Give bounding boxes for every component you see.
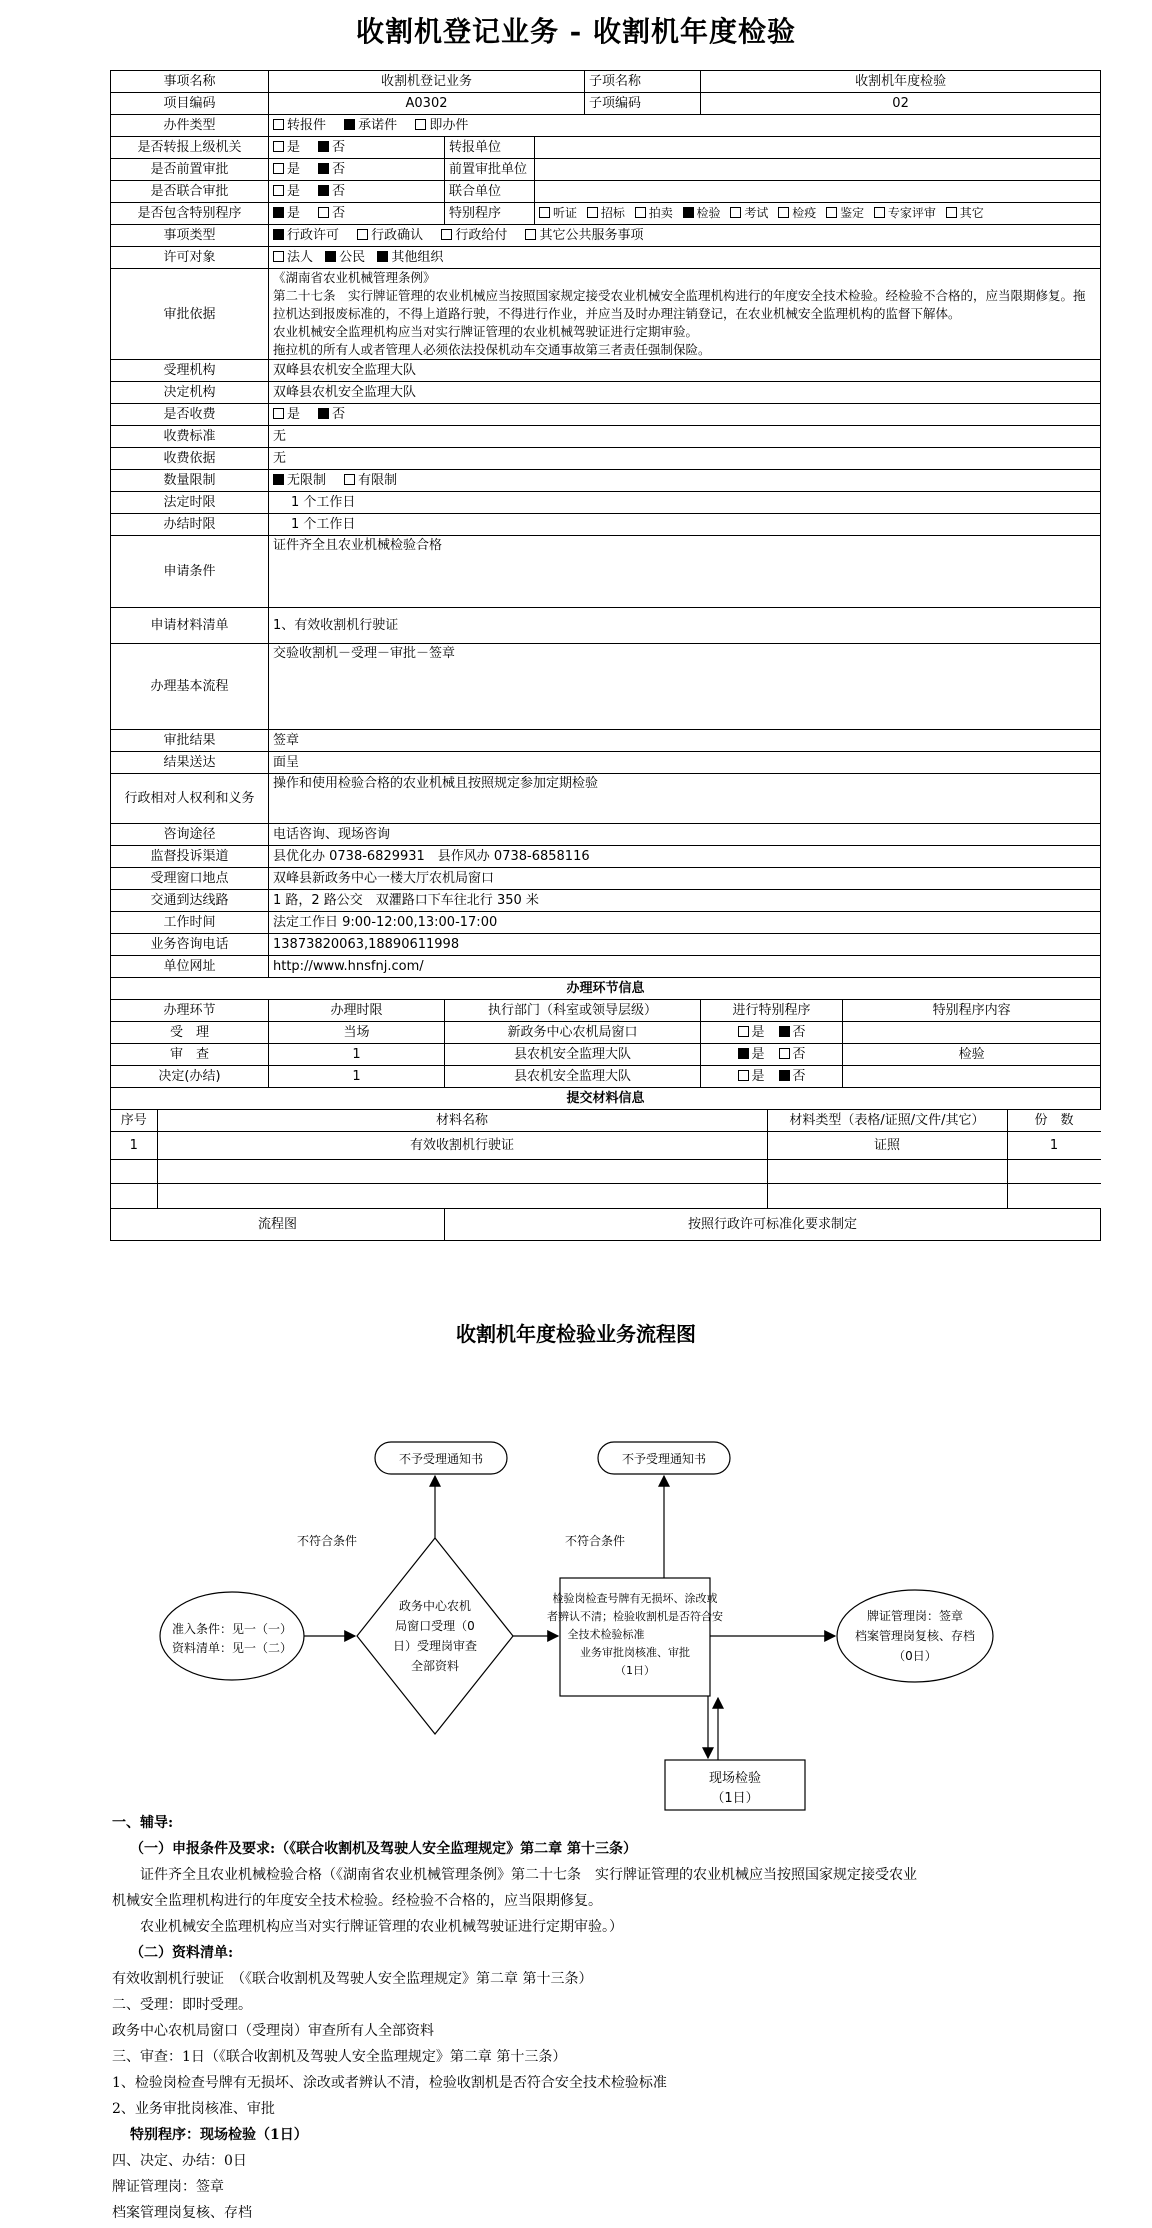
accept-diamond bbox=[357, 1538, 513, 1734]
checkbox-icon bbox=[273, 163, 284, 174]
flowchart bbox=[0, 1380, 1152, 1820]
consult-label: 咨询途径 bbox=[111, 824, 269, 846]
decide-org-label: 决定机构 bbox=[111, 382, 269, 404]
legal-limit-label: 法定时限 bbox=[111, 492, 269, 514]
note-line: 1、检验岗检查号牌有无损坏、涂改或者辨认不清，检验收割机是否符合安全技术检验标准 bbox=[112, 2075, 667, 2091]
checkbox-icon bbox=[415, 119, 426, 130]
svg-text:者辨认不清；检验收割机是否符合安: 者辨认不清；检验收割机是否符合安 bbox=[547, 1610, 723, 1623]
type-options: 转报件 承诺件 即办件 bbox=[269, 115, 1101, 137]
stage-special-header: 进行特别程序 bbox=[701, 1000, 843, 1022]
checkbox-icon bbox=[874, 207, 885, 218]
note-line: （一）申报条件及要求:（《联合收割机及驾驶人安全监理规定》第二章 第十三条） bbox=[130, 1841, 638, 1857]
basis-text: 《湖南省农业机械管理条例》 第二十七条 实行牌证管理的农业机械应当按照国家规定接受农业机械安全监理机构进行的年度安全技术检验。经检验不合格的，应当限期修复。拖拉机达到报废标准的，不得上道路行驶，不得进行作业，并应当及时办理注销登记，在农业机械安全监理机构的监督下解体。 农业机械安全监理机构应当对实行牌证管理的农业机械驾驶证进行定期审验。 拖拉机的所有人或者管理人必须依法投保机动车交通事故第三者责任强制保险。 bbox=[269, 269, 1101, 360]
standard-note: 按照行政许可标准化要求制定 bbox=[445, 1208, 1101, 1240]
complaint-label: 监督投诉渠道 bbox=[111, 846, 269, 868]
complaint-value: 县优化办 0738-6829931 县作风办 0738-6858116 bbox=[269, 846, 1101, 868]
hours-label: 工作时间 bbox=[111, 912, 269, 934]
service-info-table bbox=[110, 70, 1101, 1241]
sub-code-label: 子项编码 bbox=[585, 93, 701, 115]
checkbox-icon bbox=[738, 1070, 749, 1081]
svg-text:局窗口受理（0: 局窗口受理（0 bbox=[395, 1619, 475, 1633]
qty-label: 数量限制 bbox=[111, 470, 269, 492]
joint-unit-value bbox=[535, 181, 1101, 203]
target-label: 许可对象 bbox=[111, 247, 269, 269]
item-name-value: 收割机登记业务 bbox=[269, 71, 585, 93]
result-label: 审批结果 bbox=[111, 730, 269, 752]
code-value: A0302 bbox=[269, 93, 585, 115]
delivery-value: 面呈 bbox=[269, 752, 1101, 774]
cond-value: 证件齐全且农业机械检验合格 bbox=[269, 536, 1101, 608]
page-title: 收割机登记业务 - 收割机年度检验 bbox=[355, 15, 797, 48]
note-line: 2、业务审批岗核准、审批 bbox=[112, 2101, 275, 2117]
svg-text:检验岗检查号牌有无损坏、涂改或: 检验岗检查号牌有无损坏、涂改或 bbox=[552, 1592, 718, 1605]
checkbox-icon bbox=[730, 207, 741, 218]
basis-label: 审批依据 bbox=[111, 269, 269, 360]
checkbox-checked-icon bbox=[344, 119, 355, 130]
checkbox-icon bbox=[539, 207, 550, 218]
route-label: 交通到达线路 bbox=[111, 890, 269, 912]
note-line: 政务中心农机局窗口（受理岗）审查所有人全部资料 bbox=[112, 2023, 434, 2039]
svg-text:现场检验: 现场检验 bbox=[708, 1771, 762, 1786]
checkbox-icon bbox=[273, 408, 284, 419]
checkbox-icon bbox=[738, 1026, 749, 1037]
transfer-options: 是 否 bbox=[269, 137, 445, 159]
table-row bbox=[111, 1184, 1101, 1208]
checkbox-icon bbox=[779, 1048, 790, 1059]
checkbox-checked-icon bbox=[273, 474, 284, 485]
checkbox-checked-icon bbox=[779, 1070, 790, 1081]
table-row: 受 理 当场 新政务中心农机局窗口 是 否 bbox=[111, 1022, 1101, 1044]
flowchart-label: 流程图 bbox=[111, 1208, 445, 1240]
svg-text:（0日）: （0日） bbox=[893, 1649, 937, 1663]
stage-content-header: 特别程序内容 bbox=[843, 1000, 1101, 1022]
checkbox-icon bbox=[946, 207, 957, 218]
entry-line-1: 准入条件：见一（一） bbox=[171, 1622, 293, 1636]
svg-text:档案管理岗复核、存档: 档案管理岗复核、存档 bbox=[854, 1629, 976, 1643]
route-value: 1 路，2 路公交 双灈路口下车往北行 350 米 bbox=[269, 890, 1101, 912]
mat-type-header: 材料类型（表格/证照/文件/其它） bbox=[767, 1110, 1007, 1132]
special-label: 是否包含特别程序 bbox=[111, 203, 269, 225]
fee-std-value: 无 bbox=[269, 426, 1101, 448]
promise-limit-value: 1 个工作日 bbox=[269, 514, 1101, 536]
sub-code-value: 02 bbox=[701, 93, 1101, 115]
note-line: 牌证管理岗：签章 bbox=[112, 2179, 224, 2195]
checkbox-icon bbox=[635, 207, 646, 218]
checkbox-checked-icon bbox=[273, 229, 284, 240]
checkbox-checked-icon bbox=[318, 141, 329, 152]
window-label: 受理窗口地点 bbox=[111, 868, 269, 890]
note-line: 二、受理：即时受理。 bbox=[112, 1997, 252, 2013]
mat-count-header: 份 数 bbox=[1007, 1110, 1101, 1132]
qty-options: 无限制 有限制 bbox=[269, 470, 1101, 492]
checkbox-checked-icon bbox=[683, 207, 694, 218]
fee-options: 是 否 bbox=[269, 404, 1101, 426]
special-proc-label: 特别程序 bbox=[445, 203, 535, 225]
sub-name-label: 子项名称 bbox=[585, 71, 701, 93]
table-row: 决定(办结) 1 县农机安全监理大队 是 否 bbox=[111, 1066, 1101, 1088]
stage-dept-header: 执行部门（科室或领导层级） bbox=[445, 1000, 701, 1022]
materials-label: 申请材料清单 bbox=[111, 608, 269, 644]
table-row bbox=[111, 1160, 1101, 1184]
checkbox-icon bbox=[273, 185, 284, 196]
checkbox-icon bbox=[273, 141, 284, 152]
stage-header: 办理环节 bbox=[111, 1000, 269, 1022]
svg-text:牌证管理岗：签章: 牌证管理岗：签章 bbox=[866, 1609, 964, 1623]
checkbox-icon bbox=[778, 207, 789, 218]
note-line: 有效收割机行驶证 （《联合收割机及驾驶人安全监理规定》第二章 第十三条） bbox=[112, 1971, 593, 1987]
checkbox-icon bbox=[826, 207, 837, 218]
hours-value: 法定工作日 9:00-12:00,13:00-17:00 bbox=[269, 912, 1101, 934]
note-line: 证件齐全且农业机械检验合格（《湖南省农业机械管理条例》第二十七条 实行牌证管理的农业机械应当按照国家规定接受农业 bbox=[140, 1867, 917, 1883]
fee-label: 是否收费 bbox=[111, 404, 269, 426]
mat-no-header: 序号 bbox=[111, 1110, 157, 1132]
matter-type-label: 事项类型 bbox=[111, 225, 269, 247]
fee-basis-value: 无 bbox=[269, 448, 1101, 470]
note-line: 四、决定、办结：0日 bbox=[112, 2153, 247, 2169]
delivery-label: 结果送达 bbox=[111, 752, 269, 774]
svg-text:（1日）: （1日） bbox=[711, 1791, 759, 1806]
special-options: 是 否 bbox=[269, 203, 445, 225]
checkbox-checked-icon bbox=[318, 185, 329, 196]
note-line: 三、审查：1日（《联合收割机及驾驶人安全监理规定》第二章 第十三条） bbox=[112, 2049, 567, 2065]
joint-approval-label: 是否联合审批 bbox=[111, 181, 269, 203]
pre-approval-label: 是否前置审批 bbox=[111, 159, 269, 181]
fail-label-2: 不符合条件 bbox=[564, 1534, 626, 1548]
target-options: 法人 公民 其他组织 bbox=[269, 247, 1101, 269]
pre-approval-options: 是 否 bbox=[269, 159, 445, 181]
joint-unit-label: 联合单位 bbox=[445, 181, 535, 203]
special-proc-options: 听证 招标 拍卖 检验 考试 检疫 鉴定 专家评审 其它 bbox=[535, 203, 1101, 225]
checkbox-icon bbox=[273, 251, 284, 262]
decide-org-value: 双峰县农机安全监理大队 bbox=[269, 382, 1101, 404]
reject-notice-1-text: 不予受理通知书 bbox=[398, 1452, 484, 1466]
checkbox-icon bbox=[273, 119, 284, 130]
table-row: 1 有效收割机行驶证 证照 1 bbox=[111, 1132, 1101, 1160]
checkbox-icon bbox=[318, 207, 329, 218]
site-label: 单位网址 bbox=[111, 956, 269, 978]
checkbox-checked-icon bbox=[318, 408, 329, 419]
fail-label-1: 不符合条件 bbox=[296, 1534, 358, 1548]
checkbox-checked-icon bbox=[738, 1048, 749, 1059]
checkbox-icon bbox=[587, 207, 598, 218]
pre-approval-unit-value bbox=[535, 159, 1101, 181]
entry-line-2: 资料清单：见一（二） bbox=[171, 1641, 293, 1655]
transfer-label: 是否转报上级机关 bbox=[111, 137, 269, 159]
svg-text:业务审批岗核准、审批: 业务审批岗核准、审批 bbox=[580, 1646, 690, 1659]
svg-text:日）受理岗审查: 日）受理岗审查 bbox=[392, 1639, 478, 1653]
process-value: 交验收割机－受理－审批－签章 bbox=[269, 644, 1101, 730]
code-label: 项目编码 bbox=[111, 93, 269, 115]
note-line: 农业机械安全监理机构应当对实行牌证管理的农业机械驾驶证进行定期审验。） bbox=[140, 1919, 623, 1935]
type-label: 办件类型 bbox=[111, 115, 269, 137]
flowchart-title: 收割机年度检验业务流程图 bbox=[456, 1322, 696, 1346]
site-link[interactable]: http://www.hnsfnj.com/ bbox=[269, 956, 1101, 978]
window-value: 双峰县新政务中心一楼大厅农机局窗口 bbox=[269, 868, 1101, 890]
accept-org-value: 双峰县农机安全监理大队 bbox=[269, 360, 1101, 382]
materials-section-title: 提交材料信息 bbox=[111, 1088, 1101, 1110]
svg-text:全部资料: 全部资料 bbox=[410, 1659, 460, 1673]
note-line: 特别程序：现场检验（1日） bbox=[130, 2127, 308, 2143]
note-line: 档案管理岗复核、存档 bbox=[112, 2205, 252, 2221]
item-name-label: 事项名称 bbox=[111, 71, 269, 93]
phone-label: 业务咨询电话 bbox=[111, 934, 269, 956]
transfer-unit-label: 转报单位 bbox=[445, 137, 535, 159]
process-label: 办理基本流程 bbox=[111, 644, 269, 730]
rights-value: 操作和使用检验合格的农业机械且按照规定参加定期检验 bbox=[269, 774, 1101, 824]
checkbox-checked-icon bbox=[377, 251, 388, 262]
mat-name-header: 材料名称 bbox=[157, 1110, 767, 1132]
note-line: 机械安全监理机构进行的年度安全技术检验。经检验不合格的，应当限期修复。 bbox=[112, 1893, 602, 1909]
checkbox-icon bbox=[525, 229, 536, 240]
stage-time-header: 办理时限 bbox=[269, 1000, 445, 1022]
checkbox-checked-icon bbox=[325, 251, 336, 262]
checkbox-checked-icon bbox=[779, 1026, 790, 1037]
rights-label: 行政相对人权利和义务 bbox=[111, 774, 269, 824]
guidance-notes bbox=[112, 1810, 1072, 2226]
joint-approval-options: 是 否 bbox=[269, 181, 445, 203]
legal-limit-value: 1 个工作日 bbox=[269, 492, 1101, 514]
checkbox-checked-icon bbox=[318, 163, 329, 174]
svg-text:全技术检验标准: 全技术检验标准 bbox=[567, 1628, 645, 1641]
accept-org-label: 受理机构 bbox=[111, 360, 269, 382]
checkbox-icon bbox=[357, 229, 368, 240]
svg-text:政务中心农机: 政务中心农机 bbox=[398, 1599, 472, 1613]
promise-limit-label: 办结时限 bbox=[111, 514, 269, 536]
entry-node bbox=[160, 1592, 304, 1680]
phone-value: 13873820063,18890611998 bbox=[269, 934, 1101, 956]
svg-text:（1日）: （1日） bbox=[615, 1664, 655, 1677]
result-value: 签章 bbox=[269, 730, 1101, 752]
fee-basis-label: 收费依据 bbox=[111, 448, 269, 470]
note-line: 一、辅导: bbox=[112, 1815, 174, 1831]
checkbox-checked-icon bbox=[273, 207, 284, 218]
matter-type-options: 行政许可 行政确认 行政给付 其它公共服务事项 bbox=[269, 225, 1101, 247]
note-line: （二）资料清单: bbox=[130, 1945, 234, 1961]
materials-value: 1、有效收割机行驶证 bbox=[269, 608, 1101, 644]
fee-std-label: 收费标准 bbox=[111, 426, 269, 448]
checkbox-icon bbox=[441, 229, 452, 240]
cond-label: 申请条件 bbox=[111, 536, 269, 608]
reject-notice-2-text: 不予受理通知书 bbox=[621, 1452, 707, 1466]
consult-value: 电话咨询、现场咨询 bbox=[269, 824, 1101, 846]
checkbox-icon bbox=[344, 474, 355, 485]
table-row: 审 查 1 县农机安全监理大队 是 否 检验 bbox=[111, 1044, 1101, 1066]
transfer-unit-value bbox=[535, 137, 1101, 159]
pre-approval-unit-label: 前置审批单位 bbox=[445, 159, 535, 181]
sub-name-value: 收割机年度检验 bbox=[701, 71, 1101, 93]
stages-section-title: 办理环节信息 bbox=[111, 978, 1101, 1000]
